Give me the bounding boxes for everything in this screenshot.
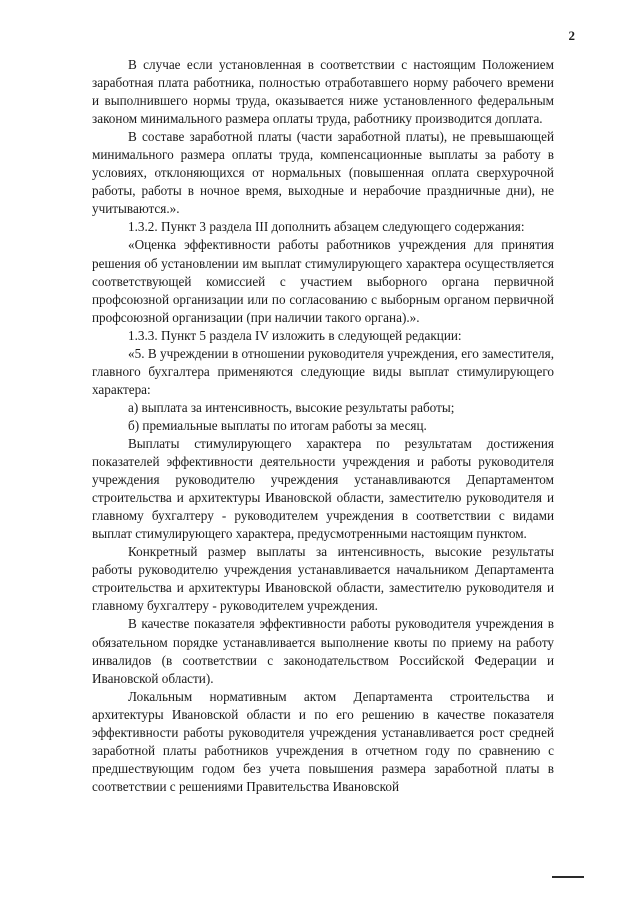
page-number: 2: [568, 28, 575, 43]
paragraph-incentive-assignment: Выплаты стимулирующего характера по результатам достижения показателей эффективности деятельности учреждения и работы руководителя учреждения руководителю учреждения устанавливаются Департаментом строительства и архитектуры Ивановской области, заместителю руководителя и главному бухгалтеру - руководителем учреждения в соответствии с видами выплат стимулирующего характера, предусмотренными настоящим пунктом.: [92, 435, 554, 542]
paragraph-efficiency-evaluation: «Оценка эффективности работы работников учреждения для принятия решения об установлении им выплат стимулирующего характера осуществляется соответствующей комиссией с участием выборного органа первичной профсоюзной организации или по согласованию с выборным органом первичной профсоюзной организации (при наличии такого органа).».: [92, 237, 554, 325]
paragraph-amendment-1-3-3: 1.3.3. Пункт 5 раздела IV изложить в следующей редакции:: [128, 327, 462, 343]
list-item-intensity-payment: а) выплата за интенсивность, высокие результаты работы;: [128, 399, 455, 415]
paragraph-compensation-excluded: В составе заработной платы (части заработной платы), не превышающей минимального размера оплаты труда, компенсационные выплаты за работу в условиях, отклоняющихся от нормальных (повышенная оплата сверхурочной работы, работы в ночное время, выходные и нерабочие праздничные дни), не учитываются.».: [92, 129, 554, 217]
document-body: [92, 56, 554, 796]
list-item-monthly-bonus: б) премиальные выплаты по итогам работы за месяц.: [128, 417, 427, 433]
paragraph-disability-quota: В качестве показателя эффективности работы руководителя учреждения в обязательном порядке устанавливается выполнение квоты по приему на работу инвалидов (в соответствии с законодательством Российской Федерации и Ивановской области).: [92, 616, 554, 686]
paragraph-incentive-types: «5. В учреждении в отношении руководителя учреждения, его заместителя, главного бухгалтера применяются следующие виды выплат стимулирующего характера:: [92, 345, 554, 397]
paragraph-amendment-1-3-2: 1.3.2. Пункт 3 раздела III дополнить абзацем следующего содержания:: [128, 219, 525, 235]
paragraph-payment-amount: Конкретный размер выплаты за интенсивность, высокие результаты работы руководителю учреждения устанавливается начальником Департамента строительства и архитектуры Ивановской области, заместителю руководителя и главному бухгалтеру - руководителем учреждения.: [92, 544, 554, 614]
paragraph-local-normative-act: Локальным нормативным актом Департамента строительства и архитектуры Ивановской области и по его решению в качестве показателя эффективности работы руководителя учреждения устанавливается рост средней заработной платы работников учреждения в отчетном году по сравнению с предшествующим годом без учета повышения размера заработной платы в соответствии с решениями Правительства Ивановской: [92, 688, 554, 794]
footer-line: [552, 876, 584, 878]
paragraph-min-wage-supplement: В случае если установленная в соответствии с настоящим Положением заработная плата работника, полностью отработавшего норму рабочего времени и выполнившего нормы труда, оказывается ниже установленного федеральным законом минимального размера оплаты труда, работнику производится доплата.: [92, 57, 554, 127]
